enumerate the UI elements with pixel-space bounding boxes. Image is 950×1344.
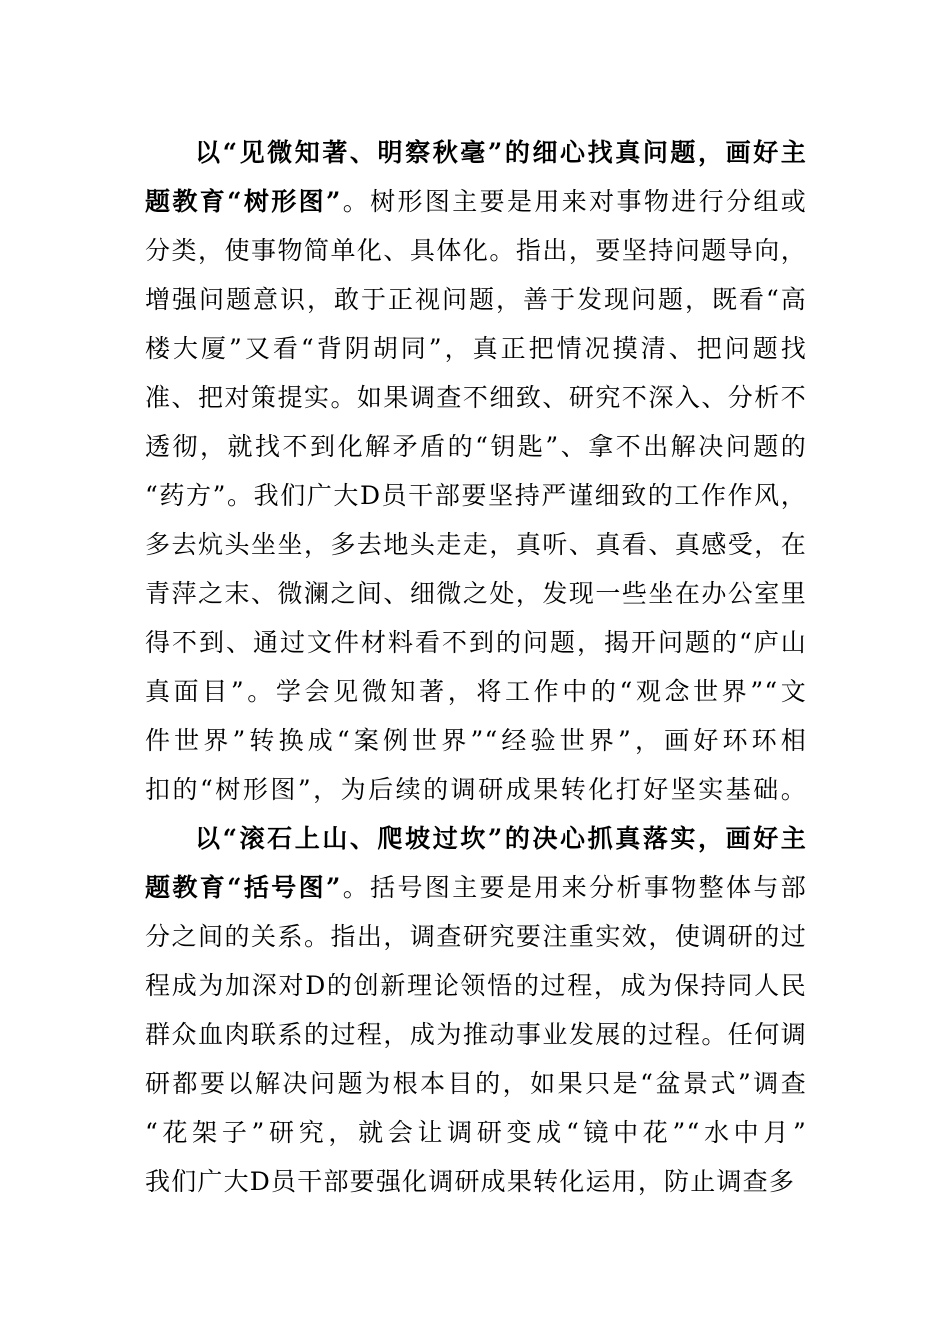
body-text: 群众血肉联系的过程，成为推动事业发展的过程。任何调 xyxy=(145,1020,807,1049)
body-text: 扣的“树形图”，为后续的调研成果转化打好坚实基础。 xyxy=(145,775,807,804)
body-text: 楼大厦”又看“背阴胡同”，真正把情况摸清、把问题找 xyxy=(145,334,807,363)
text-line xyxy=(145,422,807,471)
text-line xyxy=(145,128,807,177)
body-text: 得不到、通过文件材料看不到的问题，揭开问题的“庐山 xyxy=(145,628,807,657)
text-line xyxy=(145,569,807,618)
text-line xyxy=(145,1010,807,1059)
text-line xyxy=(145,716,807,765)
body-text: “药方”。我们广大D员干部要坚持严谨细致的工作作风， xyxy=(145,481,807,510)
text-line xyxy=(145,324,807,373)
heading-text: 以“见微知著、明察秋毫”的细心找真问题，画好主 xyxy=(195,138,807,167)
body-text: 透彻，就找不到化解矛盾的“钥匙”、拿不出解决问题的 xyxy=(145,432,807,461)
body-text: 研都要以解决问题为根本目的，如果只是“盆景式”调查 xyxy=(145,1069,807,1098)
text-line xyxy=(145,177,807,226)
text-line xyxy=(145,373,807,422)
body-text: 。括号图主要是用来分析事物整体与部 xyxy=(341,873,807,902)
body-text: 我们广大D员干部要强化调研成果转化运用，防止调查多 xyxy=(145,1167,796,1196)
body-text: 增强问题意识，敢于正视问题，善于发现问题，既看“高 xyxy=(145,285,807,314)
body-text: 青萍之末、微澜之间、细微之处，发现一些坐在办公室里 xyxy=(145,579,807,608)
heading-text: 题教育“树形图” xyxy=(145,187,342,216)
text-line xyxy=(145,1059,807,1108)
body-text: 多去炕头坐坐，多去地头走走，真听、真看、真感受，在 xyxy=(145,530,807,559)
text-line xyxy=(145,912,807,961)
body-text: 件世界”转换成“案例世界”“经验世界”，画好环环相 xyxy=(145,726,807,755)
body-text: 。树形图主要是用来对事物进行分组或 xyxy=(341,187,807,216)
text-line xyxy=(145,667,807,716)
body-text: 准、把对策提实。如果调查不细致、研究不深入、分析不 xyxy=(145,383,807,412)
text-line xyxy=(145,471,807,520)
text-line xyxy=(145,618,807,667)
text-line xyxy=(145,520,807,569)
paragraph xyxy=(145,128,807,814)
paragraph xyxy=(145,814,807,1206)
text-line xyxy=(145,765,807,814)
text-line xyxy=(145,814,807,863)
heading-text: 题教育“括号图” xyxy=(145,873,342,902)
text-line xyxy=(145,226,807,275)
text-line xyxy=(145,275,807,324)
text-line xyxy=(145,863,807,912)
body-text: 程成为加深对D的创新理论领悟的过程，成为保持同人民 xyxy=(145,971,807,1000)
heading-text: 以“滚石上山、爬坡过坎”的决心抓真落实，画好主 xyxy=(195,824,807,853)
body-text: 分类，使事物简单化、具体化。指出，要坚持问题导向， xyxy=(145,236,807,265)
body-text: 分之间的关系。指出，调查研究要注重实效，使调研的过 xyxy=(145,922,807,951)
text-line xyxy=(145,961,807,1010)
body-text: “花架子”研究，就会让调研变成“镜中花”“水中月” xyxy=(145,1118,807,1147)
body-text: 真面目”。学会见微知著，将工作中的“观念世界”“文 xyxy=(145,677,807,706)
text-line xyxy=(145,1157,807,1206)
document-body xyxy=(145,128,807,1206)
text-line xyxy=(145,1108,807,1157)
